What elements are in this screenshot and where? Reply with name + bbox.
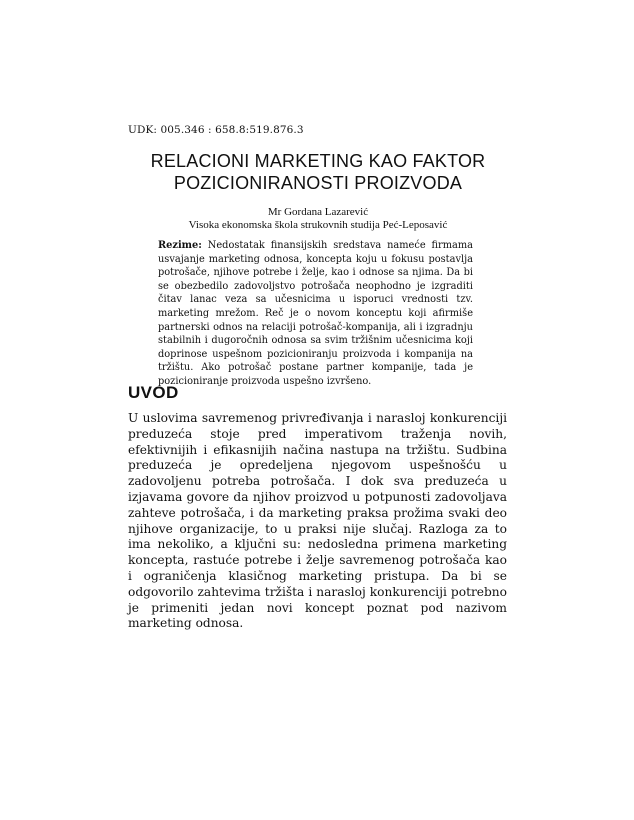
- abstract-label: Rezime:: [158, 240, 202, 251]
- paper-title: [128, 150, 508, 194]
- section-heading: UVOD: [128, 383, 179, 402]
- author-block: [128, 206, 508, 232]
- abstract: [158, 239, 473, 389]
- abstract-text: Nedostatak finansijskih sredstava nameće firmama usvajanje marketing odnosa, koncepta koju u fokusu postavlja potrošače, njihove potrebe i želje, kao i odnose sa njima. Da bi se obezbedilo zadovoljstvo potrošača neophodno je izgraditi čitav lanac veza sa učesnicima u isporuci vrednosti tzv. marketing mrežom. Reč je o novom konceptu koji afirmiše partnerski odnos na relaciji potrošač-kompanija, ali i izgradnju stabilnih i dugoročnih odnosa sa svim tržišnim učesnicima koji doprinose uspešnom pozicioniranju proizvoda i kompanija na tržištu. Ako potrošač postane partner kompanije, tada je pozicioniranje proizvoda uspešno izvršeno.: [158, 240, 473, 387]
- section-paragraph: U uslovima savremenog privređivanja i narasloj konkurenciji preduzeća stoje pred imperativom traženja novih, efektivnijih i efikasnijih načina nastupa na tržištu. Sudbina preduzeća je opredeljena njegovom uspešnošću u zadovoljenu potreba potrošača. I dok sva preduzeća u izjavama govore da njihov proizvod u potpunosti zadovoljava zahteve potrošača, i da marketing praksa prožima svaki deo njihove organizacije, to u praksi nije slučaj. Razloga za to ima nekoliko, a ključni su: nedosledna primena marketing koncepta, rastuće potrebe i želje savremenog potrošača kao i ograničenja klasičnog marketing pristupa. Da bi se odgovorilo zahtevima tržišta i narasloj konkurenciji potrebno je primeniti jedan novi koncept poznat pod nazivom marketing odnosa.: [128, 411, 507, 631]
- author-name: Mr Gordana Lazarević: [267, 206, 369, 218]
- title-line-1: RELACIONI MARKETING KAO FAKTOR: [150, 151, 486, 171]
- title-line-2: POZICIONIRANOSTI PROIZVODA: [173, 173, 463, 193]
- udk-classification: UDK: 005.346 : 658.8:519.876.3: [128, 124, 304, 136]
- author-affiliation: Visoka ekonomska škola strukovnih studija Peć-Leposavić: [188, 219, 448, 231]
